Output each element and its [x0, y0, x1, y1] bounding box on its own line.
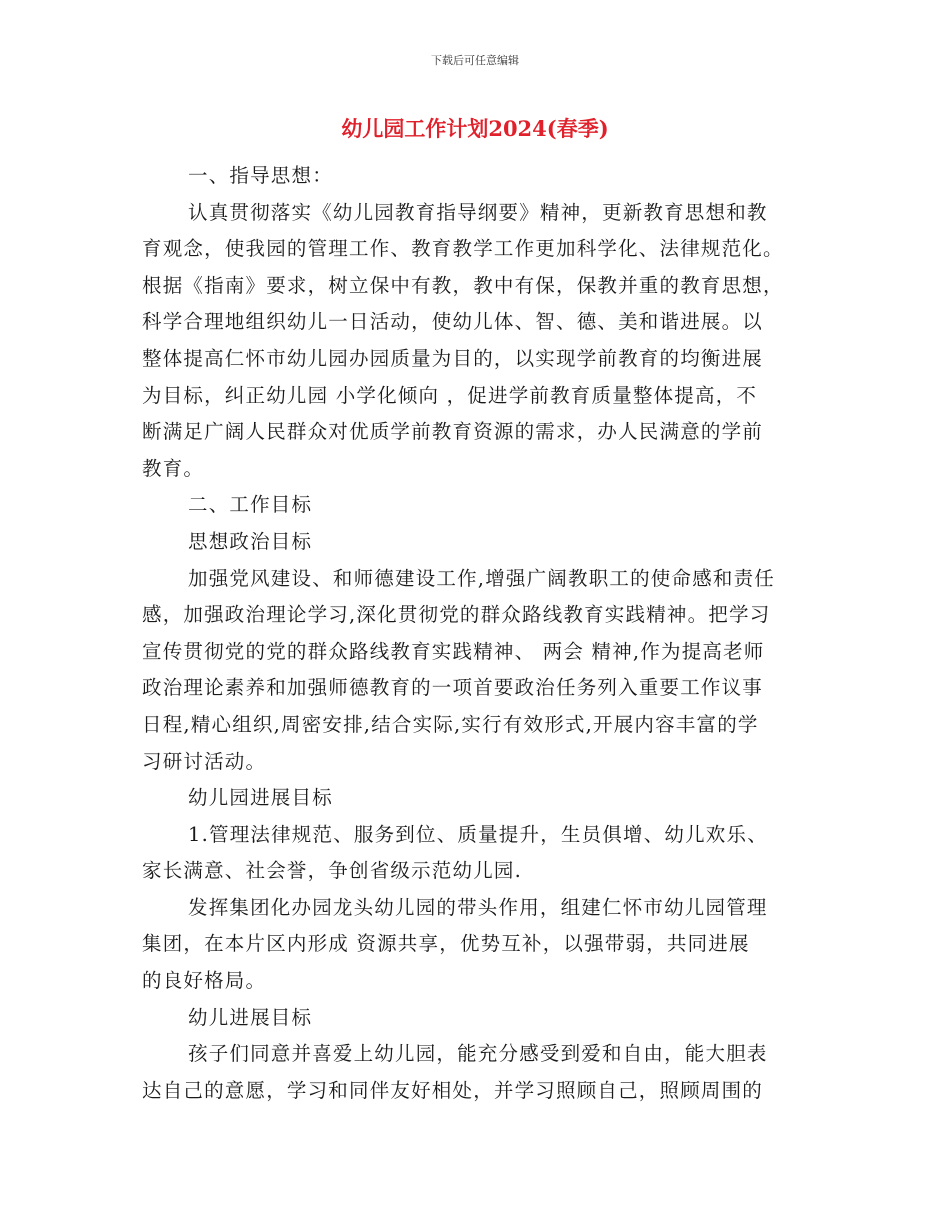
text-line: 达自己的意愿，学习和同伴友好相处，并学习照顾自己，照顾周围的 [142, 1078, 764, 1102]
text-line: 家长满意、社会誉，争创省级示范幼儿园. [142, 859, 522, 883]
text-line: 1.管理法律规范、服务到位、质量提升，生员俱增、幼儿欢乐、 [188, 822, 768, 846]
text-line: 幼儿进展目标 [188, 1005, 313, 1029]
text-line: 断满足广阔人民群众对优质学前教育资源的需求，办人民满意的学前 [142, 420, 764, 444]
text-line: 科学合理地组织幼儿一日活动，使幼儿体、智、德、美和谐进展。以 [142, 310, 764, 334]
text-line: 为目标，纠正幼儿园 小学化倾向 ，促进学前教育质量整体提高，不 [142, 383, 758, 407]
text-line: 思想政治目标 [188, 529, 313, 553]
text-line: 宣传贯彻党的党的群众路线教育实践精神、 两会 精神,作为提高老师 [142, 639, 765, 663]
document-title: 幼儿园工作计划2024(春季) [341, 116, 609, 141]
text-line: 日程,精心组织,周密安排,结合实际,实行有效形式,开展内容丰富的学 [142, 712, 759, 736]
text-line: 政治理论素养和加强师德教育的一项首要政治任务列入重要工作议事 [142, 676, 764, 700]
text-line: 教育。 [142, 456, 205, 480]
header-note: 下载后可任意编辑 [431, 54, 519, 67]
text-line: 一、指导思想： [188, 164, 333, 187]
document-body [142, 158, 802, 1109]
text-line: 习研讨活动。 [142, 749, 267, 773]
text-line: 感，加强政治理论学习,深化贯彻党的群众路线教育实践精神。把学习 [142, 603, 771, 627]
text-line: 发挥集团化办园龙头幼儿园的带头作用，组建仁怀市幼儿园管理 [188, 895, 768, 919]
text-line: 整体提高仁怀市幼儿园办园质量为目的，以实现学前教育的均衡进展 [142, 346, 764, 370]
text-line: 根据《指南》要求，树立保中有教，教中有保，保教并重的教育思想， [142, 273, 784, 297]
text-line: 认真贯彻落实《幼儿园教育指导纲要》精神，更新教育思想和教 [188, 200, 768, 224]
text-line: 育观念，使我园的管理工作、教育教学工作更加科学化、法律规范化。 [142, 237, 784, 261]
text-line: 二、工作目标 [188, 493, 313, 517]
text-line: 孩子们同意并喜爱上幼儿园，能充分感受到爱和自由，能大胆表 [188, 1042, 768, 1066]
text-line: 集团，在本片区内形成 资源共享，优势互补，以强带弱，共同进展 [142, 932, 750, 956]
text-line: 的良好格局。 [142, 969, 267, 993]
text-line: 加强党风建设、和师德建设工作,增强广阔教职工的使命感和责任 [188, 566, 775, 590]
text-line: 幼儿园进展目标 [188, 786, 333, 810]
